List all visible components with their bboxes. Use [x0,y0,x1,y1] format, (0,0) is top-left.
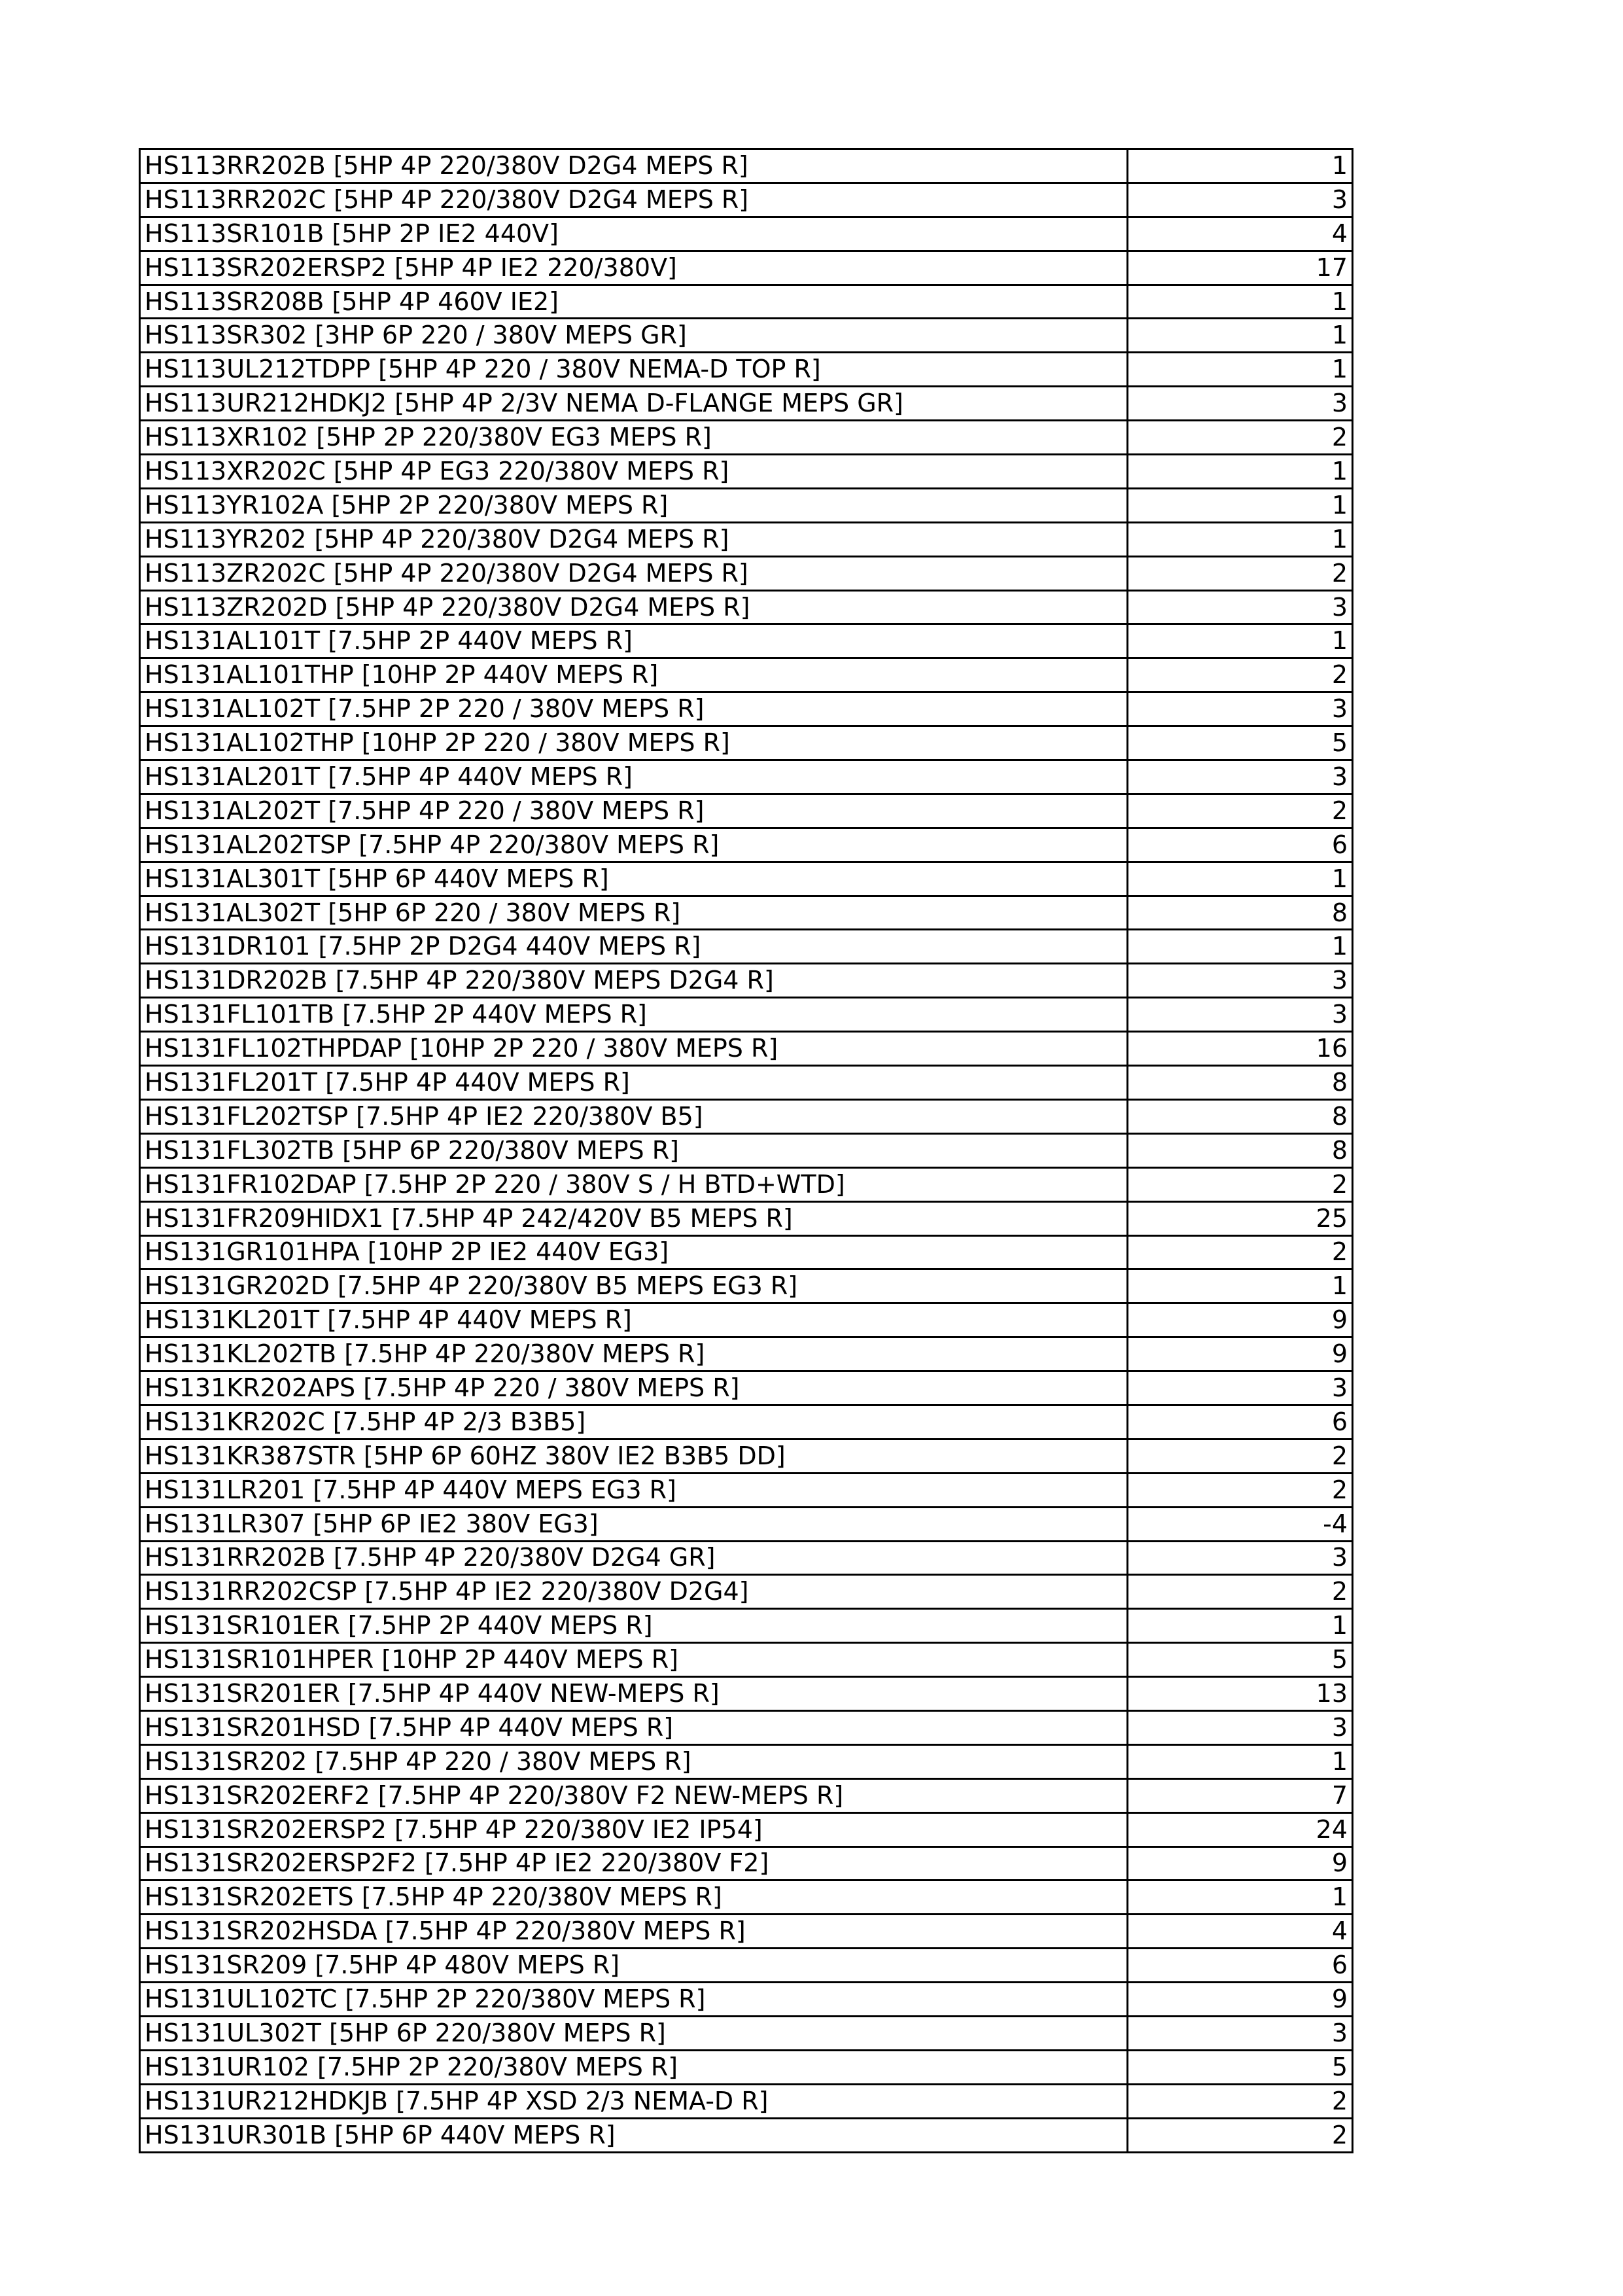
quantity-cell: 16 [1128,1032,1353,1066]
table-row [140,930,1353,964]
item-description-cell: HS131SR201ER [7.5HP 4P 440V NEW-MEPS R] [140,1677,1128,1711]
item-description-cell: HS131SR201HSD [7.5HP 4P 440V MEPS R] [140,1710,1128,1744]
table-row [140,217,1353,251]
item-description-cell: HS113UR212HDKJ2 [5HP 4P 2/3V NEMA D-FLANGE MEPS GR] [140,387,1128,421]
quantity-cell: 1 [1128,862,1353,896]
quantity-cell: 4 [1128,1915,1353,1949]
item-description-cell: HS131SR202ERSP2F2 [7.5HP 4P IE2 220/380V F2] [140,1846,1128,1881]
item-description-cell: HS131FR102DAP [7.5HP 2P 220 / 380V S / H BTD+WTD] [140,1167,1128,1201]
table-row [140,794,1353,828]
quantity-cell: 2 [1128,1439,1353,1473]
quantity-cell: 1 [1128,522,1353,556]
item-description-cell: HS131AL302T [5HP 6P 220 / 380V MEPS R] [140,896,1128,930]
table-row [140,1269,1353,1303]
item-description-cell: HS131UR301B [5HP 6P 440V MEPS R] [140,2118,1128,2152]
quantity-cell: 1 [1128,1609,1353,1643]
table-row [140,183,1353,217]
item-description-cell: HS113SR302 [3HP 6P 220 / 380V MEPS GR] [140,319,1128,353]
item-description-cell: HS131FL101TB [7.5HP 2P 440V MEPS R] [140,998,1128,1032]
item-description-cell: HS113UL212TDPP [5HP 4P 220 / 380V NEMA-D TOP R] [140,353,1128,387]
item-description-cell: HS113YR202 [5HP 4P 220/380V D2G4 MEPS R] [140,522,1128,556]
table-row [140,387,1353,421]
table-row [140,556,1353,590]
quantity-cell: 1 [1128,930,1353,964]
table-row [140,1405,1353,1439]
quantity-cell: 2 [1128,421,1353,455]
item-description-cell: HS113SR208B [5HP 4P 460V IE2] [140,285,1128,319]
table-row [140,1949,1353,1983]
item-description-cell: HS131AL202T [7.5HP 4P 220 / 380V MEPS R] [140,794,1128,828]
item-description-cell: HS131FL102THPDAP [10HP 2P 220 / 380V MEPS R] [140,1032,1128,1066]
table-row [140,1167,1353,1201]
item-description-cell: HS131FR209HIDX1 [7.5HP 4P 242/420V B5 MEPS R] [140,1201,1128,1235]
table-row [140,1744,1353,1778]
item-description-cell: HS131UR102 [7.5HP 2P 220/380V MEPS R] [140,2050,1128,2084]
table-row [140,1609,1353,1643]
item-description-cell: HS113RR202C [5HP 4P 220/380V D2G4 MEPS R] [140,183,1128,217]
inventory-table-body [140,149,1353,2153]
table-row [140,251,1353,285]
quantity-cell: 5 [1128,1643,1353,1677]
item-description-cell: HS131GR202D [7.5HP 4P 220/380V B5 MEPS EG3 R] [140,1269,1128,1303]
quantity-cell: 1 [1128,488,1353,522]
item-description-cell: HS131SR209 [7.5HP 4P 480V MEPS R] [140,1949,1128,1983]
quantity-cell: 24 [1128,1812,1353,1846]
item-description-cell: HS113XR102 [5HP 2P 220/380V EG3 MEPS R] [140,421,1128,455]
quantity-cell: 5 [1128,726,1353,760]
table-row [140,149,1353,183]
table-row [140,862,1353,896]
table-row [140,1846,1353,1881]
quantity-cell: 3 [1128,964,1353,998]
quantity-cell: 25 [1128,1201,1353,1235]
item-description-cell: HS131SR202HSDA [7.5HP 4P 220/380V MEPS R] [140,1915,1128,1949]
table-row [140,692,1353,726]
table-row [140,998,1353,1032]
quantity-cell: 5 [1128,2050,1353,2084]
quantity-cell: 9 [1128,1337,1353,1371]
quantity-cell: 8 [1128,1099,1353,1133]
table-row [140,2050,1353,2084]
item-description-cell: HS131DR202B [7.5HP 4P 220/380V MEPS D2G4 R] [140,964,1128,998]
table-row [140,1915,1353,1949]
item-description-cell: HS131RR202B [7.5HP 4P 220/380V D2G4 GR] [140,1541,1128,1575]
table-row [140,1881,1353,1915]
item-description-cell: HS131GR101HPA [10HP 2P IE2 440V EG3] [140,1235,1128,1269]
quantity-cell: 6 [1128,828,1353,862]
table-row [140,1812,1353,1846]
item-description-cell: HS131SR101HPER [10HP 2P 440V MEPS R] [140,1643,1128,1677]
table-row [140,522,1353,556]
quantity-cell: 4 [1128,217,1353,251]
quantity-cell: 2 [1128,658,1353,692]
item-description-cell: HS131AL201T [7.5HP 4P 440V MEPS R] [140,760,1128,794]
item-description-cell: HS131AL101THP [10HP 2P 440V MEPS R] [140,658,1128,692]
item-description-cell: HS131AL102THP [10HP 2P 220 / 380V MEPS R] [140,726,1128,760]
quantity-cell: 3 [1128,590,1353,624]
item-description-cell: HS131SR202ETS [7.5HP 4P 220/380V MEPS R] [140,1881,1128,1915]
table-row [140,421,1353,455]
item-description-cell: HS131SR202 [7.5HP 4P 220 / 380V MEPS R] [140,1744,1128,1778]
table-row [140,1201,1353,1235]
quantity-cell: 3 [1128,760,1353,794]
table-row [140,964,1353,998]
quantity-cell: 2 [1128,1473,1353,1507]
item-description-cell: HS113ZR202C [5HP 4P 220/380V D2G4 MEPS R] [140,556,1128,590]
item-description-cell: HS131KR202C [7.5HP 4P 2/3 B3B5] [140,1405,1128,1439]
item-description-cell: HS131AL301T [5HP 6P 440V MEPS R] [140,862,1128,896]
item-description-cell: HS131UR212HDKJB [7.5HP 4P XSD 2/3 NEMA-D R] [140,2084,1128,2118]
quantity-cell: 1 [1128,455,1353,489]
table-row [140,1032,1353,1066]
item-description-cell: HS131SR202ERSP2 [7.5HP 4P 220/380V IE2 IP54] [140,1812,1128,1846]
item-description-cell: HS131LR307 [5HP 6P IE2 380V EG3] [140,1507,1128,1541]
quantity-cell: 1 [1128,353,1353,387]
inventory-table [139,148,1353,2153]
table-row [140,1337,1353,1371]
table-row [140,1473,1353,1507]
item-description-cell: HS131AL101T [7.5HP 2P 440V MEPS R] [140,624,1128,658]
item-description-cell: HS113SR202ERSP2 [5HP 4P IE2 220/380V] [140,251,1128,285]
table-row [140,1235,1353,1269]
quantity-cell: 13 [1128,1677,1353,1711]
table-row [140,760,1353,794]
table-row [140,1133,1353,1167]
item-description-cell: HS113RR202B [5HP 4P 220/380V D2G4 MEPS R] [140,149,1128,183]
table-row [140,2016,1353,2050]
quantity-cell: 8 [1128,1066,1353,1100]
table-row [140,285,1353,319]
quantity-cell: 6 [1128,1405,1353,1439]
table-row [140,624,1353,658]
table-row [140,828,1353,862]
table-row [140,1983,1353,2017]
item-description-cell: HS113XR202C [5HP 4P EG3 220/380V MEPS R] [140,455,1128,489]
quantity-cell: 1 [1128,319,1353,353]
table-row [140,1778,1353,1812]
quantity-cell: 3 [1128,1710,1353,1744]
item-description-cell: HS131SR202ERF2 [7.5HP 4P 220/380V F2 NEW-MEPS R] [140,1778,1128,1812]
table-row [140,1677,1353,1711]
quantity-cell: 9 [1128,1983,1353,2017]
item-description-cell: HS131LR201 [7.5HP 4P 440V MEPS EG3 R] [140,1473,1128,1507]
quantity-cell: 8 [1128,1133,1353,1167]
item-description-cell: HS131SR101ER [7.5HP 2P 440V MEPS R] [140,1609,1128,1643]
quantity-cell: 2 [1128,2118,1353,2152]
table-row [140,1507,1353,1541]
quantity-cell: 9 [1128,1846,1353,1881]
table-row [140,353,1353,387]
quantity-cell: 2 [1128,1167,1353,1201]
quantity-cell: 9 [1128,1303,1353,1337]
quantity-cell: 3 [1128,1371,1353,1405]
quantity-cell: 7 [1128,1778,1353,1812]
item-description-cell: HS131KR387STR [5HP 6P 60HZ 380V IE2 B3B5 DD] [140,1439,1128,1473]
item-description-cell: HS131RR202CSP [7.5HP 4P IE2 220/380V D2G4] [140,1575,1128,1609]
quantity-cell: 3 [1128,998,1353,1032]
quantity-cell: 3 [1128,183,1353,217]
item-description-cell: HS131AL202TSP [7.5HP 4P 220/380V MEPS R] [140,828,1128,862]
quantity-cell: 1 [1128,1881,1353,1915]
quantity-cell: 8 [1128,896,1353,930]
table-row [140,2084,1353,2118]
table-row [140,455,1353,489]
quantity-cell: 2 [1128,1235,1353,1269]
table-row [140,1643,1353,1677]
item-description-cell: HS131UL102TC [7.5HP 2P 220/380V MEPS R] [140,1983,1128,2017]
quantity-cell: 3 [1128,2016,1353,2050]
table-row [140,1541,1353,1575]
item-description-cell: HS131FL201T [7.5HP 4P 440V MEPS R] [140,1066,1128,1100]
item-description-cell: HS131KR202APS [7.5HP 4P 220 / 380V MEPS R] [140,1371,1128,1405]
table-row [140,1099,1353,1133]
item-description-cell: HS113YR102A [5HP 2P 220/380V MEPS R] [140,488,1128,522]
table-row [140,590,1353,624]
table-row [140,1710,1353,1744]
table-row [140,319,1353,353]
table-row [140,2118,1353,2152]
quantity-cell: 1 [1128,149,1353,183]
quantity-cell: 1 [1128,1744,1353,1778]
quantity-cell: 2 [1128,1575,1353,1609]
quantity-cell: 1 [1128,1269,1353,1303]
table-row [140,1066,1353,1100]
table-row [140,1303,1353,1337]
quantity-cell: 17 [1128,251,1353,285]
quantity-cell: 1 [1128,285,1353,319]
quantity-cell: 2 [1128,794,1353,828]
quantity-cell: 2 [1128,2084,1353,2118]
quantity-cell: 3 [1128,692,1353,726]
table-row [140,658,1353,692]
item-description-cell: HS131KL201T [7.5HP 4P 440V MEPS R] [140,1303,1128,1337]
table-row [140,1439,1353,1473]
table-row [140,726,1353,760]
quantity-cell: 1 [1128,624,1353,658]
item-description-cell: HS113SR101B [5HP 2P IE2 440V] [140,217,1128,251]
item-description-cell: HS131DR101 [7.5HP 2P D2G4 440V MEPS R] [140,930,1128,964]
table-row [140,488,1353,522]
item-description-cell: HS131FL202TSP [7.5HP 4P IE2 220/380V B5] [140,1099,1128,1133]
item-description-cell: HS131UL302T [5HP 6P 220/380V MEPS R] [140,2016,1128,2050]
table-row [140,896,1353,930]
item-description-cell: HS131FL302TB [5HP 6P 220/380V MEPS R] [140,1133,1128,1167]
item-description-cell: HS131KL202TB [7.5HP 4P 220/380V MEPS R] [140,1337,1128,1371]
table-row [140,1575,1353,1609]
item-description-cell: HS131AL102T [7.5HP 2P 220 / 380V MEPS R] [140,692,1128,726]
quantity-cell: 6 [1128,1949,1353,1983]
quantity-cell: 3 [1128,387,1353,421]
table-row [140,1371,1353,1405]
quantity-cell: -4 [1128,1507,1353,1541]
item-description-cell: HS113ZR202D [5HP 4P 220/380V D2G4 MEPS R] [140,590,1128,624]
quantity-cell: 3 [1128,1541,1353,1575]
quantity-cell: 2 [1128,556,1353,590]
